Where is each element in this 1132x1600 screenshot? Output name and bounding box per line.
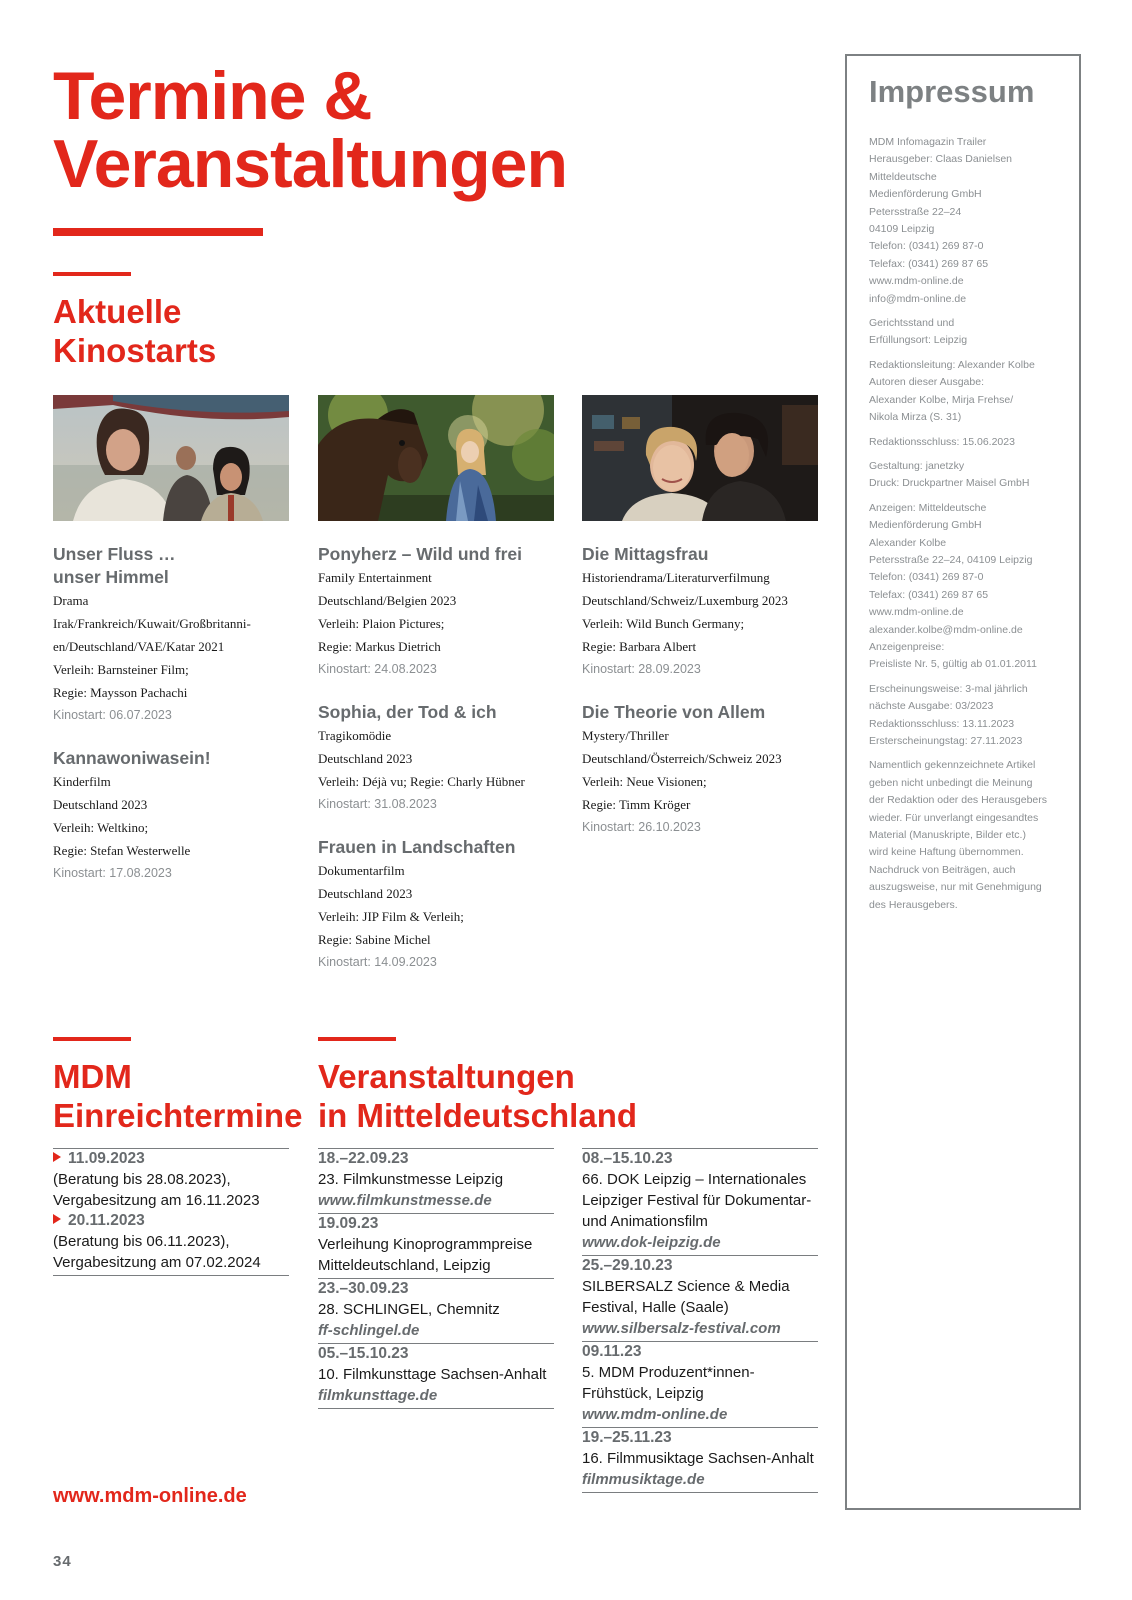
film-title: Frauen in Landschaften (318, 837, 516, 857)
event-title: und Animationsfilm (582, 1213, 708, 1230)
events-column-2 (582, 1148, 818, 1493)
event-item (582, 1342, 818, 1428)
film-genre: Historiendrama/Literaturverfilmung (582, 570, 770, 585)
impressum-line: Mitteldeutsche (869, 170, 937, 183)
film-photo-mittagsfrau (582, 395, 818, 521)
event-item (582, 1149, 818, 1256)
film-title: Sophia, der Tod & ich (318, 702, 497, 722)
event-title: 16. Filmmusiktage Sachsen-Anhalt (582, 1450, 814, 1467)
impressum-line: alexander.kolbe@mdm-online.de (869, 623, 1023, 636)
film-title: Die Theorie von Allem (582, 702, 766, 722)
einreichtermine-heading-line2: Einreichtermine (53, 1097, 303, 1134)
section-rule (318, 1037, 396, 1041)
impressum-group (869, 357, 1069, 427)
impressum-line: Anzeigenpreise: (869, 640, 945, 653)
impressum-line: Redaktionsschluss: 13.11.2023 (869, 717, 1015, 730)
film-distributor: Verleih: Barnsteiner Film; (53, 662, 189, 677)
film-genre: Dokumentarfilm (318, 863, 405, 878)
event-link[interactable]: filmkunsttage.de (318, 1387, 438, 1404)
event-date: 18.–22.09.23 (318, 1150, 409, 1167)
event-item (318, 1279, 554, 1344)
impressum-line: MDM Infomagazin Trailer (869, 136, 987, 148)
veranstaltungen-heading-line1: Veranstaltungen (318, 1058, 575, 1095)
event-title: 66. DOK Leipzig – Internationales (582, 1171, 807, 1188)
event-title: 28. SCHLINGEL, Chemnitz (318, 1301, 500, 1318)
event-item (582, 1428, 818, 1493)
impressum-line: Namentlich gekennzeichnete Artikel (869, 759, 1036, 772)
film-entry (318, 701, 554, 816)
impressum-line: Druck: Druckpartner Maisel GmbH (869, 477, 1030, 490)
impressum-line: Telefax: (0341) 269 87 65 (869, 588, 989, 601)
film-start-date: Kinostart: 14.09.2023 (318, 955, 437, 969)
impressum-group (869, 458, 1069, 493)
title-rule (53, 228, 263, 236)
film-genre: Mystery/Thriller (582, 728, 669, 743)
film-director: Regie: Markus Dietrich (318, 639, 441, 654)
impressum-line: Redaktionsschluss: 15.06.2023 (869, 435, 1015, 448)
event-title: Leipziger Festival für Dokumentar- (582, 1192, 812, 1209)
film-start-date: Kinostart: 17.08.2023 (53, 866, 172, 880)
event-title: Frühstück, Leipzig (582, 1385, 704, 1402)
deadline-detail: Vergabesitzung am 16.11.2023 (53, 1192, 260, 1209)
film-country: Deutschland/Schweiz/Luxemburg 2023 (582, 593, 788, 608)
kinostarts-heading (53, 292, 216, 370)
event-link[interactable]: www.filmkunstmesse.de (318, 1192, 492, 1209)
event-item (318, 1344, 554, 1409)
impressum-line: Medienförderung GmbH (869, 519, 982, 532)
film-distributor: Verleih: Wild Bunch Germany; (582, 616, 745, 631)
film-title: Unser Fluss … unser Himmel (53, 544, 176, 587)
film-distributor: Verleih: Déjà vu; Regie: Charly Hübner (318, 774, 525, 789)
film-genre: Kinderfilm (53, 774, 111, 789)
film-start-date: Kinostart: 28.09.2023 (582, 662, 701, 676)
film-director: Regie: Sabine Michel (318, 932, 431, 947)
einreichtermine-heading (53, 1057, 302, 1135)
section-rule (53, 1037, 131, 1041)
film-entry (582, 543, 818, 681)
impressum-line: nächste Ausgabe: 03/2023 (869, 700, 994, 713)
impressum-line: Telefax: (0341) 269 87 65 (869, 257, 989, 270)
event-link[interactable]: ff-schlingel.de (318, 1322, 420, 1339)
event-date: 08.–15.10.23 (582, 1150, 673, 1167)
film-title: Die Mittagsfrau (582, 544, 709, 564)
impressum-group (869, 434, 1069, 451)
impressum-line: auszugsweise, nur mit Genehmigung (869, 881, 1042, 894)
film-entry (582, 701, 818, 839)
film-photo-ponyherz (318, 395, 554, 521)
impressum-line: 04109 Leipzig (869, 223, 935, 236)
event-date: 25.–29.10.23 (582, 1257, 673, 1274)
impressum-title: Impressum (869, 74, 1035, 109)
event-item (318, 1214, 554, 1279)
impressum-line: info@mdm-online.de (869, 292, 967, 305)
impressum-line: Preisliste Nr. 5, gültig ab 01.01.2011 (869, 658, 1037, 671)
film-distributor: Verleih: JIP Film & Verleih; (318, 909, 464, 924)
impressum-line: www.mdm-online.de (869, 275, 964, 288)
veranstaltungen-heading-line2: in Mitteldeutschland (318, 1097, 638, 1134)
film-genre: Drama (53, 593, 89, 608)
impressum-group (869, 681, 1069, 751)
event-title: SILBERSALZ Science & Media (582, 1278, 790, 1295)
impressum-line: www.mdm-online.de (869, 606, 964, 619)
film-distributor: Verleih: Neue Visionen; (582, 774, 707, 789)
footer-url[interactable]: www.mdm-online.de (53, 1485, 247, 1507)
impressum-line: Redaktionsleitung: Alexander Kolbe (869, 358, 1035, 371)
impressum-line: Petersstraße 22–24 (869, 205, 962, 218)
film-country: Deutschland 2023 (53, 797, 148, 812)
film-country: Deutschland 2023 (318, 751, 413, 766)
event-title: Verleihung Kinoprogrammpreise (318, 1236, 533, 1253)
event-link[interactable]: www.silbersalz-festival.com (582, 1320, 781, 1337)
impressum-line: Gerichtsstand und (869, 317, 955, 330)
impressum-line: Telefon: (0341) 269 87-0 (869, 240, 984, 253)
event-title: 5. MDM Produzent*innen- (582, 1364, 755, 1381)
film-column-3 (582, 395, 818, 839)
event-title: 23. Filmkunstmesse Leipzig (318, 1171, 504, 1188)
impressum-line: Material (Manuskripte, Bilder etc.) (869, 829, 1026, 842)
event-date: 19.–25.11.23 (582, 1429, 672, 1446)
impressum-line: Erscheinungsweise: 3-mal jährlich (869, 682, 1028, 695)
impressum-group (869, 757, 1069, 914)
triangle-right-icon (53, 1214, 61, 1224)
film-entry (53, 543, 289, 727)
film-distributor: Verleih: Plaion Pictures; (318, 616, 445, 631)
impressum-line: Erfüllungsort: Leipzig (869, 334, 968, 347)
film-start-date: Kinostart: 26.10.2023 (582, 820, 701, 834)
event-link[interactable]: www.dok-leipzig.de (582, 1234, 721, 1251)
deadline-date: 11.09.2023 (53, 1149, 289, 1169)
impressum-line: Ersterscheinungstag: 27.11.2023 (869, 735, 1023, 747)
page-title-line2: Veranstaltungen (53, 126, 568, 202)
page-title-line1: Termine & (53, 58, 372, 134)
page-number: 34 (53, 1553, 72, 1570)
event-title: Festival, Halle (Saale) (582, 1299, 729, 1316)
deadline-item (53, 1211, 289, 1276)
event-link[interactable]: filmmusiktage.de (582, 1471, 705, 1488)
film-title: Kannawoniwasein! (53, 748, 211, 768)
impressum-box (845, 54, 1081, 1510)
film-entry (318, 543, 554, 681)
impressum-line: Autoren dieser Ausgabe: (869, 376, 984, 389)
film-director: Regie: Barbara Albert (582, 639, 697, 654)
event-item (582, 1256, 818, 1342)
kinostarts-heading-line2: Kinostarts (53, 332, 217, 369)
impressum-line: Gestaltung: janetzky (869, 459, 965, 472)
film-entry (318, 836, 554, 974)
kinostarts-heading-line1: Aktuelle (53, 293, 182, 330)
einreichtermine-list (53, 1148, 289, 1276)
event-link[interactable]: www.mdm-online.de (582, 1406, 728, 1423)
film-title: Ponyherz – Wild und frei (318, 544, 523, 564)
impressum-group (869, 134, 1069, 308)
film-photo-unser-fluss (53, 395, 289, 521)
event-date: 09.11.23 (582, 1343, 642, 1360)
impressum-line: Nikola Mirza (S. 31) (869, 411, 962, 424)
impressum-line: Herausgeber: Claas Danielsen (869, 153, 1012, 166)
event-date: 19.09.23 (318, 1215, 379, 1232)
impressum-line: geben nicht unbedingt die Meinung (869, 776, 1033, 789)
film-column-1 (53, 395, 289, 885)
film-country: Deutschland/Belgien 2023 (318, 593, 457, 608)
film-start-date: Kinostart: 24.08.2023 (318, 662, 437, 676)
deadline-detail: (Beratung bis 28.08.2023), (53, 1171, 231, 1188)
film-distributor: Verleih: Weltkino; (53, 820, 149, 835)
veranstaltungen-heading (318, 1057, 818, 1135)
film-start-date: Kinostart: 06.07.2023 (53, 708, 172, 722)
deadline-date: 20.11.2023 (53, 1211, 289, 1231)
einreichtermine-heading-line1: MDM (53, 1058, 132, 1095)
film-country: Deutschland/Österreich/Schweiz 2023 (582, 751, 782, 766)
impressum-line: wird keine Haftung übernommen. (869, 846, 1024, 859)
impressum-line: wieder. Für unverlangt eingesandtes (869, 811, 1039, 824)
page-title (53, 58, 773, 202)
impressum-group (869, 500, 1069, 674)
film-entry (53, 747, 289, 885)
film-country-cont: en/Deutschland/VAE/Katar 2021 (53, 639, 225, 654)
film-country: Deutschland 2023 (318, 886, 413, 901)
event-date: 23.–30.09.23 (318, 1280, 409, 1297)
section-rule (53, 272, 131, 276)
deadline-detail: Vergabesitzung am 07.02.2024 (53, 1254, 261, 1271)
impressum-group (869, 315, 1069, 350)
event-title: 10. Filmkunsttage Sachsen-Anhalt (318, 1366, 547, 1383)
impressum-line: des Herausgebers. (869, 898, 958, 911)
deadline-item (53, 1149, 289, 1211)
impressum-line: der Redaktion oder des Herausgebers (869, 794, 1048, 807)
impressum-line: Petersstraße 22–24, 04109 Leipzig (869, 553, 1033, 566)
film-country: Irak/Frankreich/Kuwait/Großbritanni- (53, 616, 251, 631)
film-genre: Tragikomödie (318, 728, 392, 743)
film-start-date: Kinostart: 31.08.2023 (318, 797, 437, 811)
event-item (318, 1149, 554, 1214)
event-title: Mitteldeutschland, Leipzig (318, 1257, 491, 1274)
triangle-right-icon (53, 1152, 61, 1162)
film-director: Regie: Timm Kröger (582, 797, 691, 812)
impressum-line: Telefon: (0341) 269 87-0 (869, 571, 984, 584)
film-column-2 (318, 395, 554, 974)
impressum-line: Medienförderung GmbH (869, 188, 982, 201)
film-genre: Family Entertainment (318, 570, 432, 585)
event-date: 05.–15.10.23 (318, 1345, 409, 1362)
impressum-line: Alexander Kolbe, Mirja Frehse/ (869, 393, 1014, 406)
events-column-1 (318, 1148, 554, 1409)
impressum-body (869, 134, 1069, 921)
impressum-line: Anzeigen: Mitteldeutsche (869, 501, 987, 514)
film-director: Regie: Stefan Westerwelle (53, 843, 191, 858)
film-director: Regie: Maysson Pachachi (53, 685, 188, 700)
impressum-line: Nachdruck von Beiträgen, auch (869, 863, 1016, 876)
deadline-detail: (Beratung bis 06.11.2023), (53, 1233, 230, 1250)
impressum-line: Alexander Kolbe (869, 536, 947, 549)
